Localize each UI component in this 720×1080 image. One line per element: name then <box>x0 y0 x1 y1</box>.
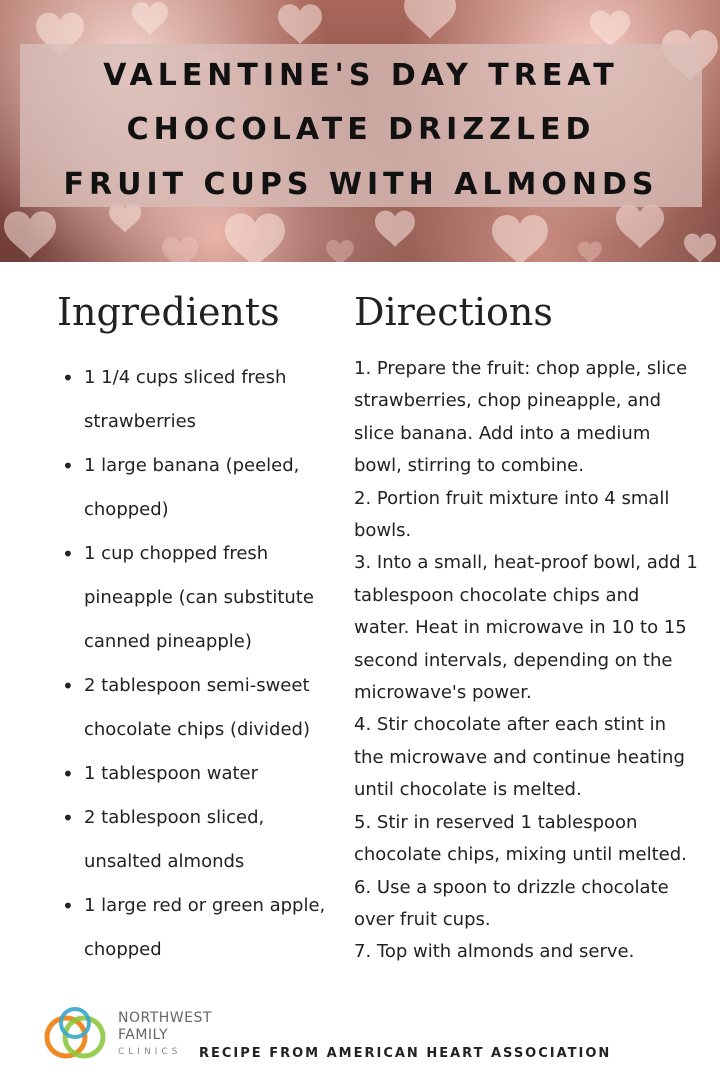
direction-step: 2. Portion fruit mixture into 4 small bowls. <box>354 487 670 542</box>
ingredients-list <box>60 356 345 972</box>
title-panel <box>20 44 702 207</box>
interlocking-circles-logo-icon <box>42 1003 108 1063</box>
title-line-3: FRUIT CUPS WITH ALMONDS <box>63 167 659 202</box>
ingredients-heading: Ingredients <box>57 290 280 334</box>
brand-line-1: NORTHWEST <box>118 1010 212 1026</box>
ingredient-item: • 1 large banana (peeled, chopped) <box>60 444 345 532</box>
header-banner <box>0 0 720 262</box>
ingredient-item: • 2 tablespoon sliced, unsalted almonds <box>60 796 345 884</box>
title-line-2: CHOCOLATE DRIZZLED <box>126 112 596 147</box>
direction-step: 7. Top with almonds and serve. <box>354 941 635 963</box>
ingredient-item: • 1 large red or green apple, chopped <box>60 884 345 972</box>
direction-step: 1. Prepare the fruit: chop apple, slice strawberries, chop pineapple, and slice banana. Add into a medium bowl, stirring to combine. <box>354 358 688 477</box>
brand-name <box>118 1010 212 1061</box>
recipe-credit: RECIPE FROM AMERICAN HEART ASSOCIATION <box>199 1046 612 1061</box>
ingredient-item: • 2 tablespoon semi-sweet chocolate chips (divided) <box>60 664 345 752</box>
direction-step: 5. Stir in reserved 1 tablespoon chocolate chips, mixing until melted. <box>354 811 687 866</box>
direction-step: 3. Into a small, heat-proof bowl, add 1 tablespoon chocolate chips and water. Heat in microwave in 10 to 15 second intervals, depending on the microwave's power. <box>354 552 698 704</box>
direction-step: 4. Stir chocolate after each stint in the microwave and continue heating until chocolate is melted. <box>354 714 685 801</box>
ingredient-item: • 1 tablespoon water <box>60 752 345 796</box>
direction-step: 6. Use a spoon to drizzle chocolate over fruit cups. <box>354 876 669 930</box>
brand-line-3: CLINICS <box>118 1047 182 1057</box>
directions-heading: Directions <box>354 290 553 334</box>
ingredient-item: • 1 cup chopped fresh pineapple (can substitute canned pineapple) <box>60 532 345 664</box>
directions-list <box>354 353 699 969</box>
ingredient-item: • 1 1/4 cups sliced fresh strawberries <box>60 356 345 444</box>
brand-line-2: FAMILY <box>118 1027 169 1043</box>
title-line-1: VALENTINE'S DAY TREAT <box>103 58 619 93</box>
